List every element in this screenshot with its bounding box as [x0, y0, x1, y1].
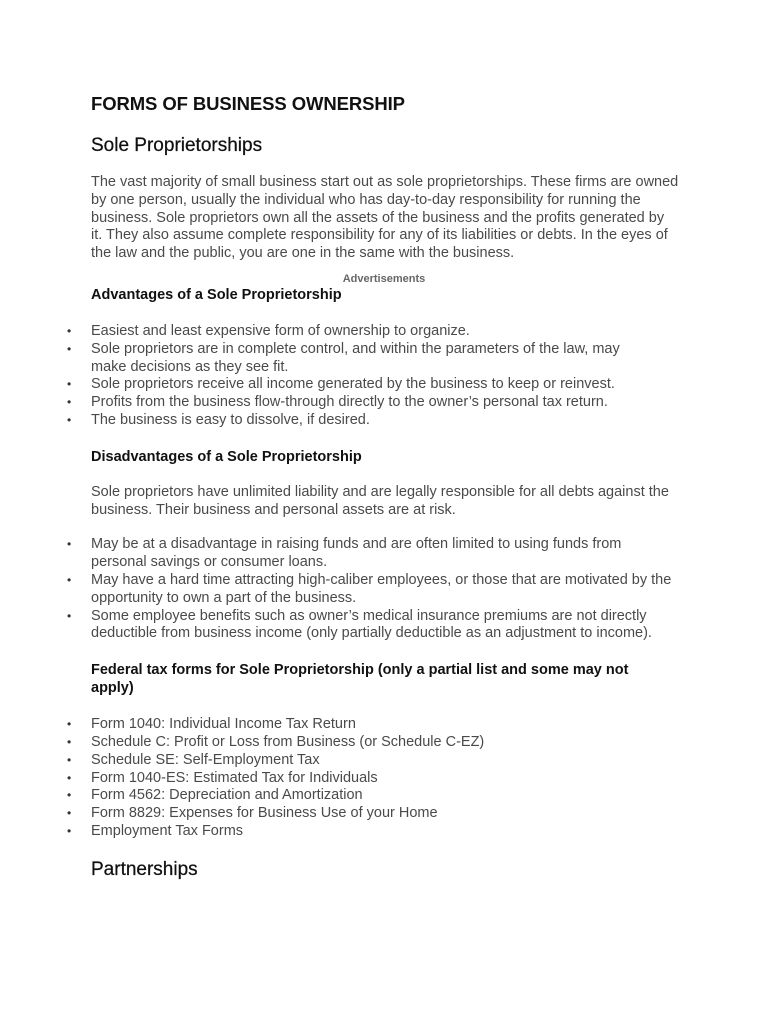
list-item: • Employment Tax Forms [67, 822, 244, 839]
list-item: • Sole proprietors receive all income generated by the business to keep or reinvest. [67, 376, 615, 393]
bullet-icon: • [67, 823, 72, 838]
document-title: FORMS OF BUSINESS OWNERSHIP [91, 93, 405, 114]
bullet-icon: • [67, 752, 72, 767]
tax-forms-heading: Federal tax forms for Sole Proprietorship (only a partial list and some may not apply) [91, 662, 629, 697]
tax-forms-list [67, 716, 651, 841]
list-item: • May be at a disadvantage in raising funds and are often limited to using funds from personal savings or consumer loans. [67, 536, 622, 571]
advertisements-label: Advertisements [342, 272, 426, 285]
bullet-icon: • [67, 770, 72, 785]
disadvantages-intro-paragraph: Sole proprietors have unlimited liability and are legally responsible for all debts against the business. Their business and personal assets are at risk. [91, 483, 669, 518]
section-heading-partnerships: Partnerships [91, 858, 198, 880]
bullet-icon: • [67, 323, 72, 338]
disadvantages-list [67, 536, 679, 643]
bullet-icon: • [67, 734, 72, 749]
document-content [67, 91, 691, 883]
list-item: • Form 1040-ES: Estimated Tax for Individuals [67, 769, 378, 786]
list-item: • Schedule C: Profit or Loss from Business (or Schedule C-EZ) [67, 733, 485, 750]
list-item: • Sole proprietors are in complete control, and within the parameters of the law, may make decisions as they see fit. [67, 340, 620, 375]
list-item: • Form 8829: Expenses for Business Use of your Home [67, 805, 438, 822]
advantages-heading: Advantages of a Sole Proprietorship [91, 286, 342, 303]
bullet-icon: • [67, 537, 72, 552]
advantages-list [67, 322, 651, 430]
bullet-icon: • [67, 788, 72, 803]
list-item: • The business is easy to dissolve, if desired. [67, 411, 370, 428]
section-heading-sole-proprietorships: Sole Proprietorships [91, 135, 263, 156]
list-item: • Profits from the business flow-through directly to the owner’s personal tax return. [67, 394, 608, 411]
list-item: • Form 1040: Individual Income Tax Return [67, 716, 356, 733]
disadvantages-heading: Disadvantages of a Sole Proprietorship [91, 448, 362, 465]
bullet-icon: • [67, 412, 72, 427]
bullet-icon: • [67, 806, 72, 821]
list-item: • Easiest and least expensive form of ownership to organize. [67, 322, 470, 339]
bullet-icon: • [67, 717, 72, 732]
list-item: • May have a hard time attracting high-caliber employees, or those that are motivated by the opportunity to own a part of the business. [67, 571, 672, 606]
list-item: • Some employee benefits such as owner’s medical insurance premiums are not directly deductible from business income (only partially deductible as an adjustment to income). [67, 607, 652, 642]
bullet-icon: • [67, 572, 72, 587]
bullet-icon: • [67, 395, 72, 410]
sole-prop-intro-paragraph: The vast majority of small business start out as sole proprietorships. These firms are owned by one person, usually the individual who has day-to-day responsibility for running the business. Sole proprietors own all the assets of the business and the profits generated by it. They also assume complete responsibility for any of its liabilities or debts. In the eyes of the law and the public, you are one in the same with the business. [91, 174, 679, 262]
list-item: • Form 4562: Depreciation and Amortization [67, 787, 363, 804]
list-item: • Schedule SE: Self-Employment Tax [67, 751, 320, 768]
bullet-icon: • [67, 377, 72, 392]
bullet-icon: • [67, 341, 72, 356]
bullet-icon: • [67, 608, 72, 623]
